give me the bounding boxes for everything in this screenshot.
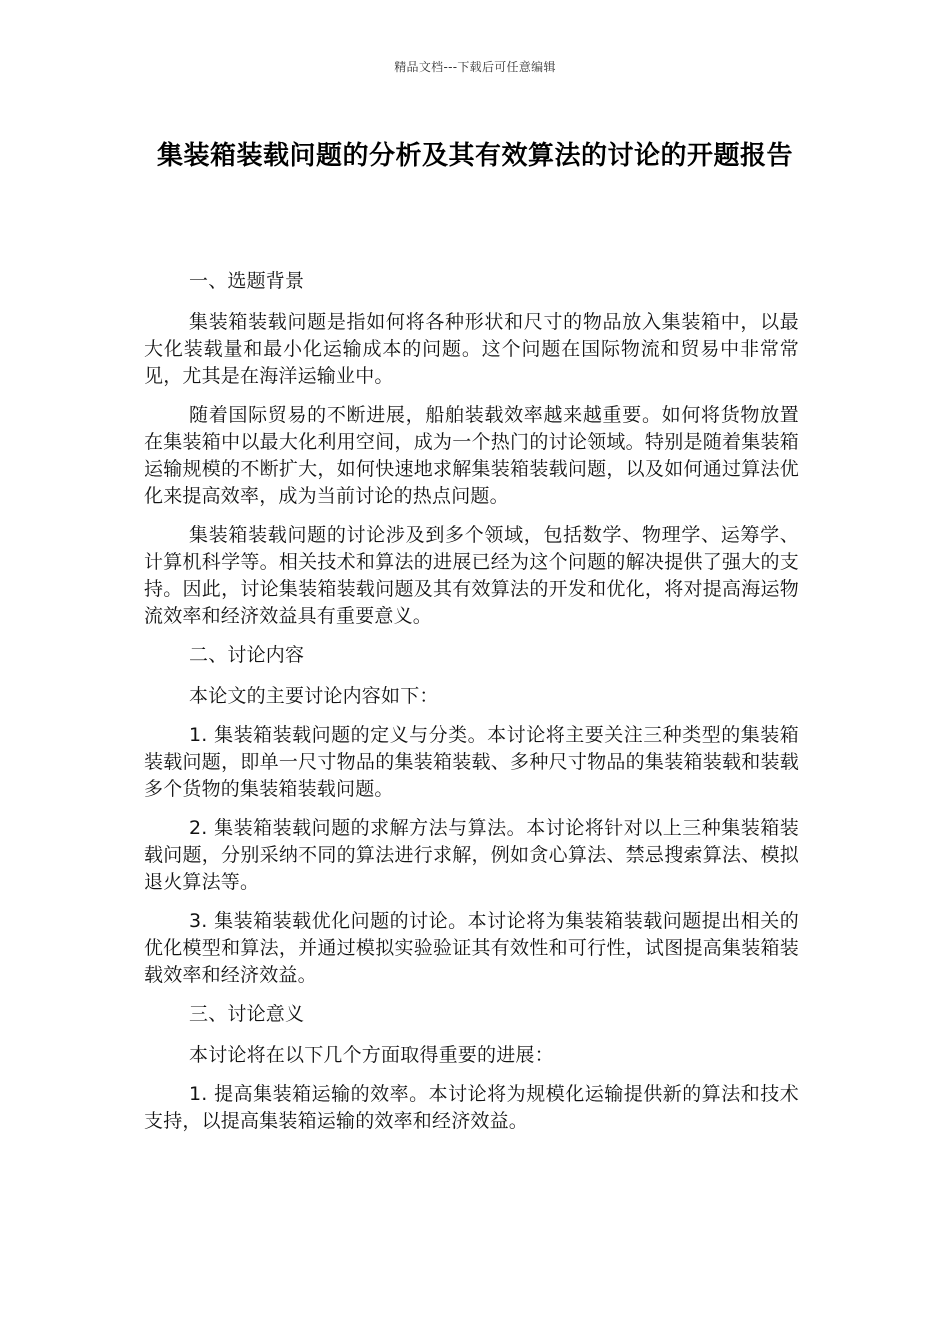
- section-heading-content: 二、讨论内容: [189, 644, 305, 666]
- document-body: [144, 268, 799, 1147]
- paragraph: 本讨论将在以下几个方面取得重要的进展：: [189, 1044, 554, 1066]
- list-item: 1. 提高集装箱运输的效率。本讨论将为规模化运输提供新的算法和技术支持，以提高集装箱运输的效率和经济效益。: [144, 1083, 799, 1132]
- section-heading-background: 一、选题背景: [189, 270, 305, 292]
- list-item: 3. 集装箱装载优化问题的讨论。本讨论将为集装箱装载问题提出相关的优化模型和算法，并通过模拟实验验证其有效性和可行性，试图提高集装箱装载效率和经济效益。: [144, 910, 799, 986]
- document-title: 集装箱装载问题的分析及其有效算法的讨论的开题报告: [156, 141, 793, 171]
- paragraph: 本论文的主要讨论内容如下：: [189, 685, 439, 707]
- paragraph: 集装箱装载问题是指如何将各种形状和尺寸的物品放入集装箱中，以最大化装载量和最小化运输成本的问题。这个问题在国际物流和贸易中非常常见，尤其是在海洋运输业中。: [144, 311, 799, 387]
- list-item: 2. 集装箱装载问题的求解方法与算法。本讨论将针对以上三种集装箱装载问题，分别采纳不同的算法进行求解，例如贪心算法、禁忌搜索算法、模拟退火算法等。: [144, 817, 799, 893]
- list-item: 1. 集装箱装载问题的定义与分类。本讨论将主要关注三种类型的集装箱装载问题，即单一尺寸物品的集装箱装载、多种尺寸物品的集装箱装载和装载多个货物的集装箱装载问题。: [144, 724, 799, 800]
- section-heading-significance: 三、讨论意义: [189, 1003, 305, 1025]
- page-header: 精品文档---下载后可任意编辑: [394, 60, 556, 74]
- paragraph: 集装箱装载问题的讨论涉及到多个领域，包括数学、物理学、运筹学、计算机科学等。相关技术和算法的进展已经为这个问题的解决提供了强大的支持。因此，讨论集装箱装载问题及其有效算法的开发和优化，将对提高海运物流效率和经济效益具有重要意义。: [144, 524, 799, 627]
- paragraph: 随着国际贸易的不断进展，船舶装载效率越来越重要。如何将货物放置在集装箱中以最大化利用空间，成为一个热门的讨论领域。特别是随着集装箱运输规模的不断扩大，如何快速地求解集装箱装载问题，以及如何通过算法优化来提高效率，成为当前讨论的热点问题。: [144, 404, 799, 507]
